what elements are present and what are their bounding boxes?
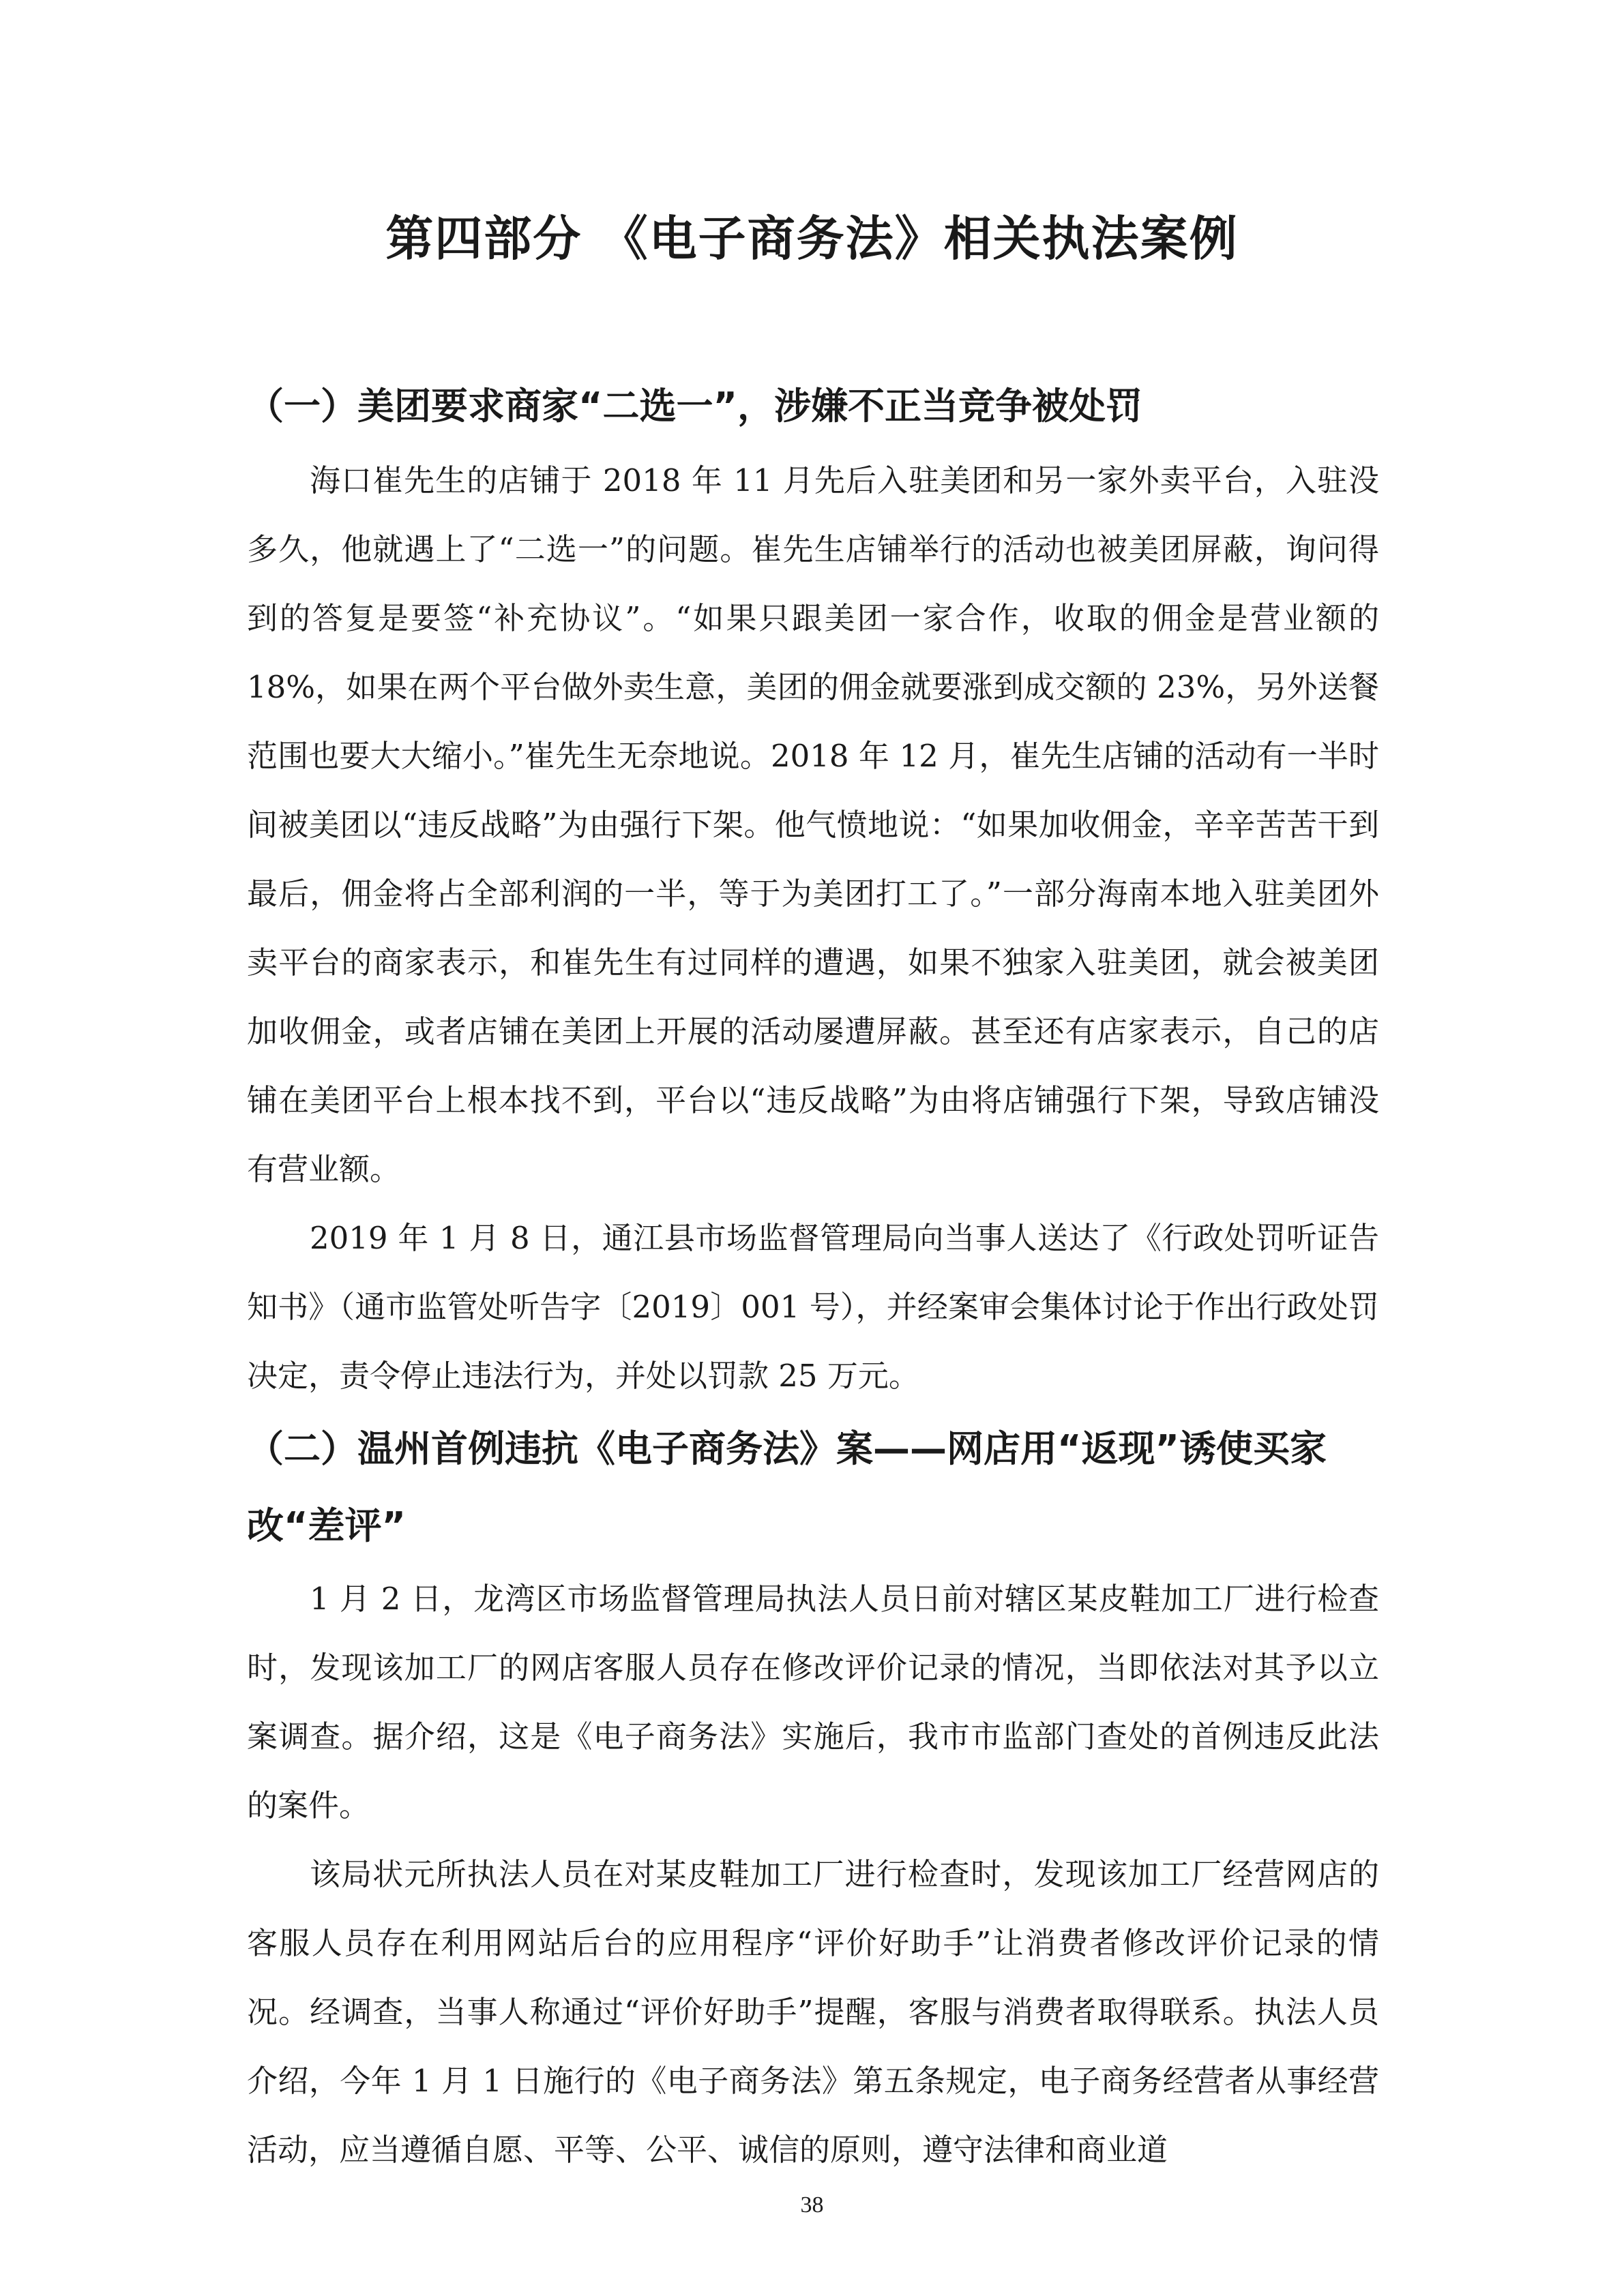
document-body [247, 372, 1379, 2184]
paragraph: 该局状元所执法人员在对某皮鞋加工厂进行检查时，发现该加工厂经营网店的客服人员存在利用网站后台的应用程序“评价好助手”让消费者修改评价记录的情况。经调查，当事人称通过“评价好助手”提醒，客服与消费者取得联系。执法人员介绍，今年 1 月 1 日施行的《电子商务法》第五条规定，电子商务经营者从事经营活动，应当遵循自愿、平等、公平、诚信的原则，遵守法律和商业道 [247, 1856, 1379, 2168]
paragraph: 2019 年 1 月 8 日，通江县市场监督管理局向当事人送达了《行政处罚听证告知书》（通市监管处听告字〔2019〕001 号），并经案审会集体讨论于作出行政处罚决定，责令停止违法行为，并处以罚款 25 万元。 [247, 1220, 1379, 1394]
case-section-1 [247, 372, 1379, 1410]
case-section-2 [247, 1410, 1379, 2184]
page-number: 38 [800, 2192, 824, 2218]
paragraph: 1 月 2 日，龙湾区市场监督管理局执法人员日前对辖区某皮鞋加工厂进行检查时，发现该加工厂的网店客服人员存在修改评价记录的情况，当即依法对其予以立案调查。据介绍，这是《电子商务法》实施后，我市市监部门查处的首例违反此法的案件。 [247, 1581, 1379, 1823]
part-title: 第四部分 《电子商务法》相关执法案例 [385, 211, 1239, 267]
section-heading: （二）温州首例违抗《电子商务法》案——网店用“返现”诱使买家改“差评” [247, 1427, 1327, 1547]
section-heading: （一）美团要求商家“二选一”，涉嫌不正当竞争被处罚 [247, 385, 1142, 428]
paragraph: 海口崔先生的店铺于 2018 年 11 月先后入驻美团和另一家外卖平台，入驻没多久，他就遇上了“二选一”的问题。崔先生店铺举行的活动也被美团屏蔽，询问得到的答复是要签“补充协议”。“如果只跟美团一家合作，收取的佣金是营业额的 18%，如果在两个平台做外卖生意，美团的佣金就要涨到成交额的 23%，另外送餐范围也要大大缩小。”崔先生无奈地说。2018 年 12 月，崔先生店铺的活动有一半时间被美团以“违反战略”为由强行下架。他气愤地说：“如果加收佣金，辛辛苦苦干到最后，佣金将占全部利润的一半，等于为美团打工了。”一部分海南本地入驻美团外卖平台的商家表示，和崔先生有过同样的遭遇，如果不独家入驻美团，就会被美团加收佣金，或者店铺在美团上开展的活动屡遭屏蔽。甚至还有店家表示，自己的店铺在美团平台上根本找不到，平台以“违反战略”为由将店铺强行下架，导致店铺没有营业额。 [247, 462, 1379, 1187]
